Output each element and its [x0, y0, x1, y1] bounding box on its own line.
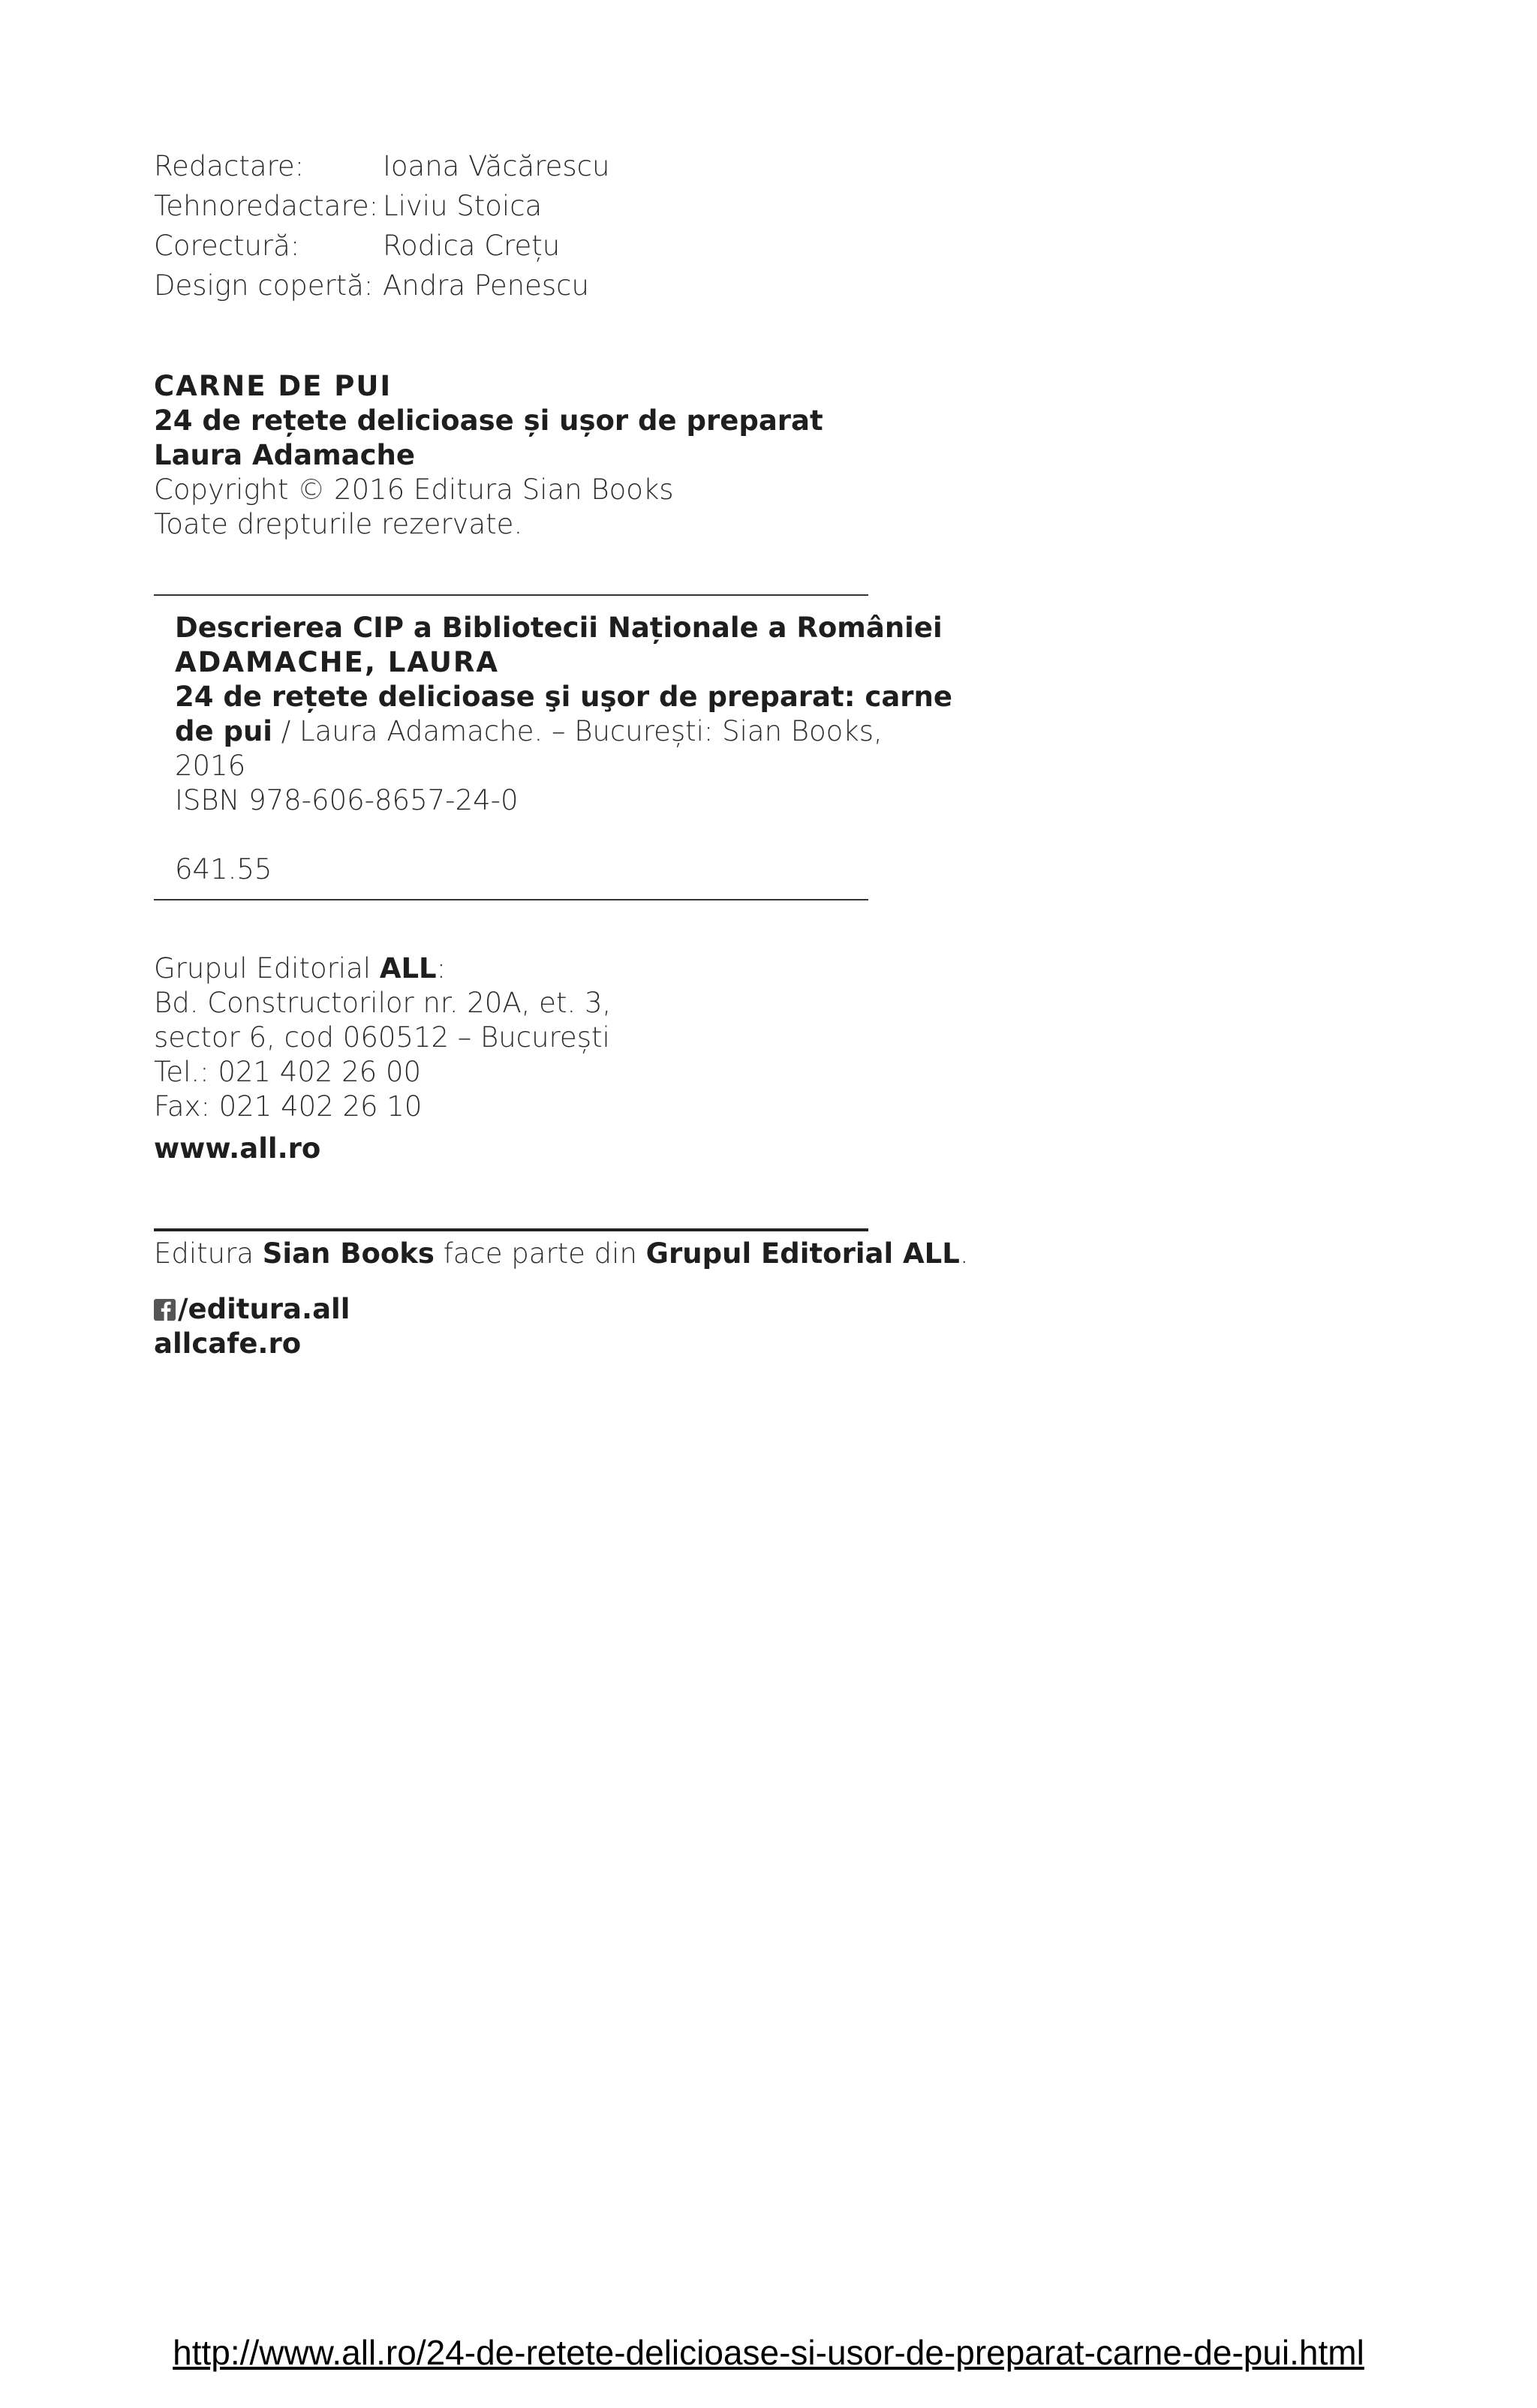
credit-value: Rodica Crețu [383, 229, 561, 262]
membership-text: Editura [154, 1237, 263, 1270]
membership-rule [154, 1228, 868, 1231]
membership-note [154, 1237, 969, 1271]
group-name: Grupul Editorial ALL [645, 1237, 960, 1270]
cip-isbn: ISBN 978-606-8657-24-0 [175, 784, 519, 816]
cip-author: ADAMACHE, LAURA [175, 646, 500, 678]
publisher-address-line: Bd. Constructorilor nr. 20A, et. 3, [154, 987, 612, 1019]
credit-row-editor [154, 146, 609, 186]
credit-label: Design copertă: [154, 269, 374, 302]
credit-label: Corectură: [154, 229, 300, 262]
publisher-fax: Fax: 021 402 26 10 [154, 1090, 423, 1123]
credit-value: Liviu Stoica [383, 189, 543, 222]
cip-year: 2016 [175, 750, 246, 782]
publisher-address-line: sector 6, cod 060512 – București [154, 1021, 610, 1054]
book-info [154, 369, 823, 542]
publisher-group-name: ALL [379, 952, 437, 985]
book-subtitle: 24 de rețete delicioase și ușor de preparat [154, 404, 823, 437]
credits-list [154, 146, 609, 305]
cip-imprint: / Laura Adamache. – București: Sian Books, [272, 715, 883, 747]
cip-title-end: de pui [175, 715, 272, 747]
facebook-handle: /editura.all [178, 1293, 350, 1325]
membership-text: face parte din [434, 1237, 646, 1270]
credit-row-typesetting [154, 186, 609, 226]
credit-value: Ioana Văcărescu [383, 149, 610, 182]
cip-record [175, 611, 952, 887]
allcafe-link[interactable]: allcafe.ro [154, 1327, 302, 1360]
credit-value: Andra Penescu [383, 269, 589, 302]
facebook-icon [154, 1299, 176, 1321]
credit-row-proofreading [154, 226, 609, 266]
rights-notice: Toate drepturile rezervate. [154, 508, 523, 540]
facebook-link[interactable] [154, 1292, 350, 1327]
publisher-website [154, 1132, 320, 1166]
book-title: CARNE DE PUI [154, 370, 393, 402]
publisher-group-prefix: Grupul Editorial [154, 952, 380, 985]
cip-heading: Descrierea CIP a Bibliotecii Naționale a României [175, 612, 943, 644]
cip-top-rule [154, 594, 868, 596]
cip-title-line: 24 de rețete delicioase şi uşor de preparat: carne [175, 681, 952, 713]
membership-text: . [959, 1237, 969, 1270]
credit-row-cover-design [154, 266, 609, 305]
social-links [154, 1292, 350, 1361]
publisher-group-suffix: : [436, 952, 447, 985]
source-url[interactable]: http://www.all.ro/24-de-retete-delicioase-si-usor-de-preparat-carne-de-pui.html [173, 2333, 1364, 2372]
imprint-name: Sian Books [262, 1237, 435, 1270]
cip-bottom-rule [154, 899, 868, 900]
publisher-info [154, 951, 611, 1124]
book-author: Laura Adamache [154, 439, 415, 471]
website-link[interactable]: www.all.ro [154, 1132, 321, 1165]
credit-label: Redactare: [154, 149, 305, 182]
credit-label: Tehnoredactare: [154, 189, 379, 222]
copyright-notice: Copyright © 2016 Editura Sian Books [154, 473, 674, 506]
cip-classification: 641.55 [175, 853, 272, 885]
publisher-phone: Tel.: 021 402 26 00 [154, 1056, 422, 1088]
